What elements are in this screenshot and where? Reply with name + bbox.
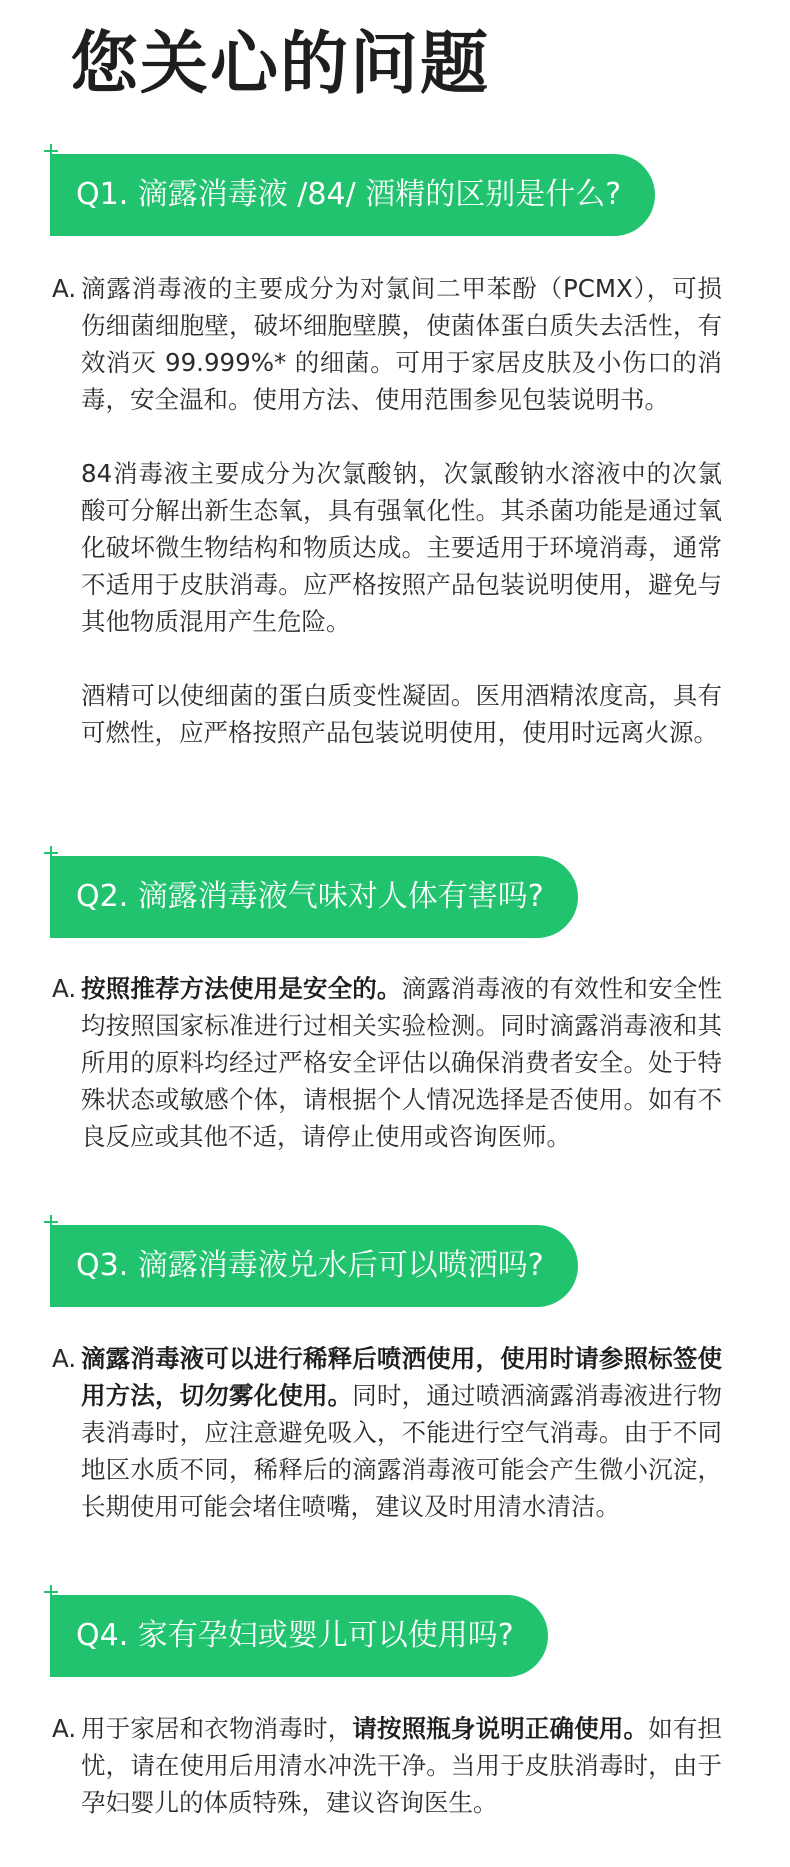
answer-2 <box>52 970 722 1155</box>
answer-prefix: A. <box>52 1714 77 1743</box>
answer-3 <box>52 1340 722 1525</box>
answer-2-emphasis: 按照推荐方法使用是安全的。 <box>81 974 402 1003</box>
answer-3-text: 同时，通过喷洒滴露消毒液进行物表消毒时，应注意避免吸入，不能进行空气消毒。由于不同地区水质不同，稀释后的滴露消毒液可能会产生微小沉淀，长期使用可能会堵住喷嘴，建议及时用清水清洁。 <box>81 1381 723 1521</box>
answer-4-emphasis: 请按照瓶身说明正确使用。 <box>352 1714 649 1743</box>
answer-prefix: A. <box>52 274 77 303</box>
question-4-label: Q4. 家有孕妇或婴儿可以使用吗? <box>50 1595 548 1677</box>
answer-2-body <box>81 970 722 1155</box>
question-2-label: Q2. 滴露消毒液气味对人体有害吗? <box>50 856 578 938</box>
answer-2-text: 滴露消毒液的有效性和安全性均按照国家标准进行过相关实验检测。同时滴露消毒液和其所用的原料均经过严格安全评估以确保消费者安全。处于特殊状态或敏感个体，请根据个人情况选择是否使用。如有不良反应或其他不适，请停止使用或咨询医师。 <box>81 974 723 1151</box>
answer-3-emphasis: 滴露消毒液可以进行稀释后喷洒使用，使用时请参照标签使用方法，切勿雾化使用。 <box>81 1344 722 1410</box>
page-title: 您关心的问题 <box>70 25 491 104</box>
answer-1 <box>52 270 722 751</box>
question-3-label: Q3. 滴露消毒液兑水后可以喷洒吗? <box>50 1225 578 1307</box>
answer-3-body <box>81 1340 722 1525</box>
question-1-label: Q1. 滴露消毒液 /84/ 酒精的区别是什么? <box>50 154 655 236</box>
answer-1-body <box>81 270 722 751</box>
answer-1-paragraph-3: 酒精可以使细菌的蛋白质变性凝固。医用酒精浓度高，具有可燃性，应严格按照产品包装说明使用，使用时远离火源。 <box>81 681 722 747</box>
answer-4-text: 如有担忧，请在使用后用清水冲洗干净。当用于皮肤消毒时，由于孕妇婴儿的体质特殊，建议咨询医生。 <box>81 1714 723 1817</box>
answer-1-paragraph-1: 滴露消毒液的主要成分为对氯间二甲苯酚（PCMX），可损伤细菌细胞壁，破坏细胞壁膜，使菌体蛋白质失去活性，有效消灭 99.999%* 的细菌。可用于家居皮肤及小伤口的消毒，安全温和。使用方法、使用范围参见包装说明书。 <box>81 274 722 414</box>
answer-4-body <box>81 1710 722 1821</box>
answer-4-text-before: 用于家居和衣物消毒时， <box>81 1714 353 1743</box>
answer-prefix: A. <box>52 974 77 1003</box>
answer-prefix: A. <box>52 1344 77 1373</box>
answer-1-paragraph-2: 84消毒液主要成分为次氯酸钠，次氯酸钠水溶液中的次氯酸可分解出新生态氧，具有强氧化性。其杀菌功能是通过氧化破坏微生物结构和物质达成。主要适用于环境消毒，通常不适用于皮肤消毒。应严格按照产品包装说明使用，避免与其他物质混用产生危险。 <box>81 459 722 636</box>
answer-4 <box>52 1710 722 1821</box>
